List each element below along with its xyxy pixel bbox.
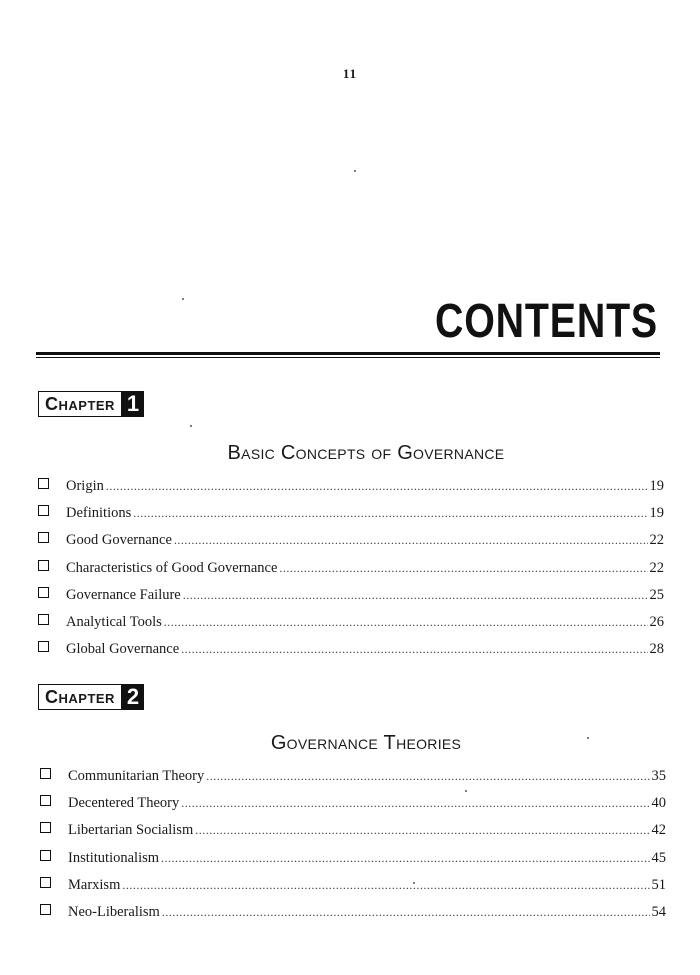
dot-leader xyxy=(279,561,647,576)
heading-rule-thick xyxy=(36,352,660,355)
toc-entry-label: Origin xyxy=(66,478,104,494)
chapter-1-title: Basic Concepts of Governance xyxy=(227,442,505,464)
toc-entry-page: 22 xyxy=(649,559,664,576)
scan-speck xyxy=(465,790,467,792)
checkbox-icon xyxy=(38,587,49,598)
toc-entry[interactable] xyxy=(38,560,664,587)
toc-entry-page: 19 xyxy=(649,478,664,494)
toc-entry-page: 22 xyxy=(649,532,664,549)
toc-entry-label: Characteristics of Good Governance xyxy=(66,559,278,576)
dot-leader xyxy=(181,642,647,657)
checkbox-icon xyxy=(38,478,49,489)
toc-entry-page: 19 xyxy=(649,505,664,522)
toc-entry[interactable] xyxy=(40,768,666,795)
toc-entry-label: Global Governance xyxy=(66,641,180,658)
scan-speck xyxy=(182,298,184,300)
toc-entry-label: Institutionalism xyxy=(68,849,160,866)
checkbox-icon xyxy=(38,560,49,571)
page-number: 11 xyxy=(342,66,358,81)
toc-entry-page: 54 xyxy=(651,903,666,920)
toc-entry-label: Decentered Theory xyxy=(68,795,180,812)
toc-entry-label: Communitarian Theory xyxy=(68,768,205,784)
chapter-1-tag xyxy=(38,391,144,417)
toc-entry-page: 42 xyxy=(651,822,666,839)
toc-entry[interactable] xyxy=(38,641,664,668)
chapter-2-toc xyxy=(40,768,666,931)
dot-leader xyxy=(195,823,649,838)
toc-entry-page: 35 xyxy=(651,768,666,784)
checkbox-icon xyxy=(38,505,49,516)
toc-entry-page: 40 xyxy=(651,795,666,812)
toc-entry-page: 28 xyxy=(649,641,664,658)
checkbox-icon xyxy=(40,877,51,888)
toc-entry-label: Marxism xyxy=(68,876,121,893)
chapter-2-tag xyxy=(38,684,144,710)
checkbox-icon xyxy=(38,532,49,543)
toc-entry-label: Definitions xyxy=(66,505,132,522)
dot-leader xyxy=(181,796,649,811)
toc-entry-page: 26 xyxy=(649,613,664,630)
scan-speck xyxy=(190,425,192,427)
toc-entry-page: 45 xyxy=(651,849,666,866)
toc-entry-page: 51 xyxy=(651,876,666,893)
toc-entry-label: Libertarian Socialism xyxy=(68,822,194,839)
toc-entry-page: 25 xyxy=(649,586,664,603)
dot-leader xyxy=(106,479,648,494)
toc-entry[interactable] xyxy=(40,904,666,931)
chapter-word: Chapter xyxy=(38,391,122,417)
chapter-2-title: Governance Theories xyxy=(270,732,462,754)
dot-leader xyxy=(183,588,648,603)
toc-entry-label: Analytical Tools xyxy=(66,613,162,630)
toc-entry[interactable] xyxy=(40,850,666,877)
scan-speck xyxy=(354,170,356,172)
checkbox-icon xyxy=(38,641,49,652)
toc-entry[interactable] xyxy=(40,877,666,904)
checkbox-icon xyxy=(40,768,51,779)
toc-entry[interactable] xyxy=(40,795,666,822)
scan-speck xyxy=(587,737,589,739)
checkbox-icon xyxy=(40,795,51,806)
dot-leader xyxy=(161,851,649,866)
heading-rule-thin xyxy=(36,357,660,358)
chapter-1-toc xyxy=(38,478,664,668)
checkbox-icon xyxy=(40,904,51,915)
toc-entry[interactable] xyxy=(40,822,666,849)
chapter-number: 1 xyxy=(122,391,144,417)
dot-leader xyxy=(174,533,648,548)
toc-entry[interactable] xyxy=(38,532,664,559)
checkbox-icon xyxy=(40,850,51,861)
contents-heading: CONTENTS xyxy=(434,295,658,348)
dot-leader xyxy=(133,506,647,521)
toc-entry-label: Good Governance xyxy=(66,532,172,549)
scan-speck xyxy=(413,882,415,884)
toc-entry[interactable] xyxy=(38,587,664,614)
chapter-number: 2 xyxy=(122,684,144,710)
toc-entry[interactable] xyxy=(38,614,664,641)
toc-entry[interactable] xyxy=(38,478,664,505)
toc-entry[interactable] xyxy=(38,505,664,532)
dot-leader xyxy=(162,905,650,920)
dot-leader xyxy=(164,615,648,630)
checkbox-icon xyxy=(38,614,49,625)
toc-entry-label: Neo-Liberalism xyxy=(68,903,160,920)
dot-leader xyxy=(206,769,649,784)
checkbox-icon xyxy=(40,822,51,833)
chapter-word: Chapter xyxy=(38,684,122,710)
dot-leader xyxy=(122,878,649,893)
toc-entry-label: Governance Failure xyxy=(66,586,181,603)
